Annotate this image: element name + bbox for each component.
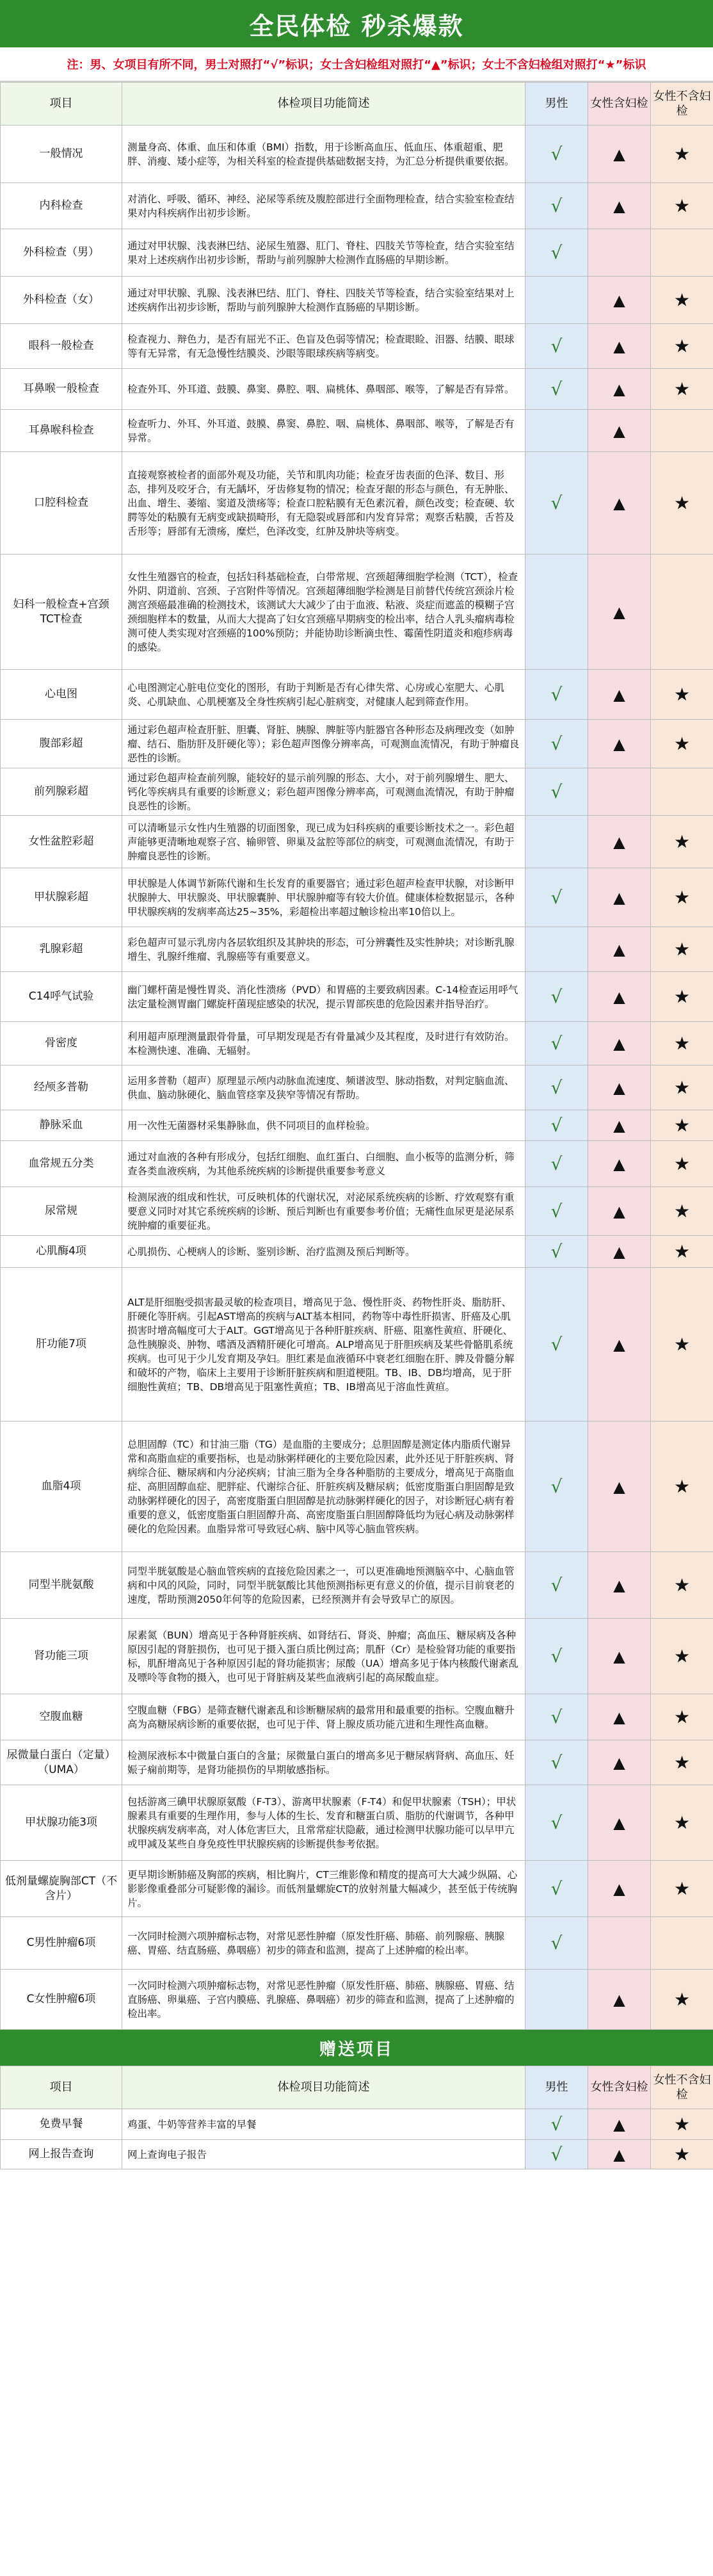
exam-name: 耳鼻喉科检查: [1, 410, 122, 452]
exam-name: 耳鼻喉一般检查: [1, 369, 122, 410]
exam-description: 一次同时检测六项肿瘤标志物，对常见恶性肿瘤（原发性肝癌、肺癌、前列腺癌、胰腺癌、胃癌、结直肠癌、鼻咽癌）初步的筛查和监测，提高了上述肿瘤的检出率。: [122, 1917, 525, 1970]
exam-name: 空腹血糖: [1, 1694, 122, 1740]
female-with-gyn-mark: ▲: [588, 1065, 651, 1110]
male-mark: √: [525, 1785, 588, 1861]
exam-description: 检查听力、外耳、外耳道、鼓膜、鼻窦、鼻腔、咽、扁桃体、鼻咽部、喉等，了解是否有异常。: [122, 410, 525, 452]
exam-name: 尿常规: [1, 1187, 122, 1236]
exam-name: 尿微量白蛋白（定量）（UMA）: [1, 1740, 122, 1785]
male-mark: √: [525, 1110, 588, 1141]
exam-name: 乳腺彩超: [1, 927, 122, 972]
exam-name: 免费早餐: [1, 2109, 122, 2140]
header-female-without-gyn: 女性不含妇检: [651, 83, 713, 126]
male-mark: √: [525, 183, 588, 229]
exam-description: 包括游离三碘甲状腺原氨酸（F-T3）、游离甲状腺素（F-T4）和促甲状腺素（TSH）；甲状腺素具有重要的生理作用，参与人体的生长、发育和糖蛋白质、脂肪的代谢调节，各种甲状腺疾病发病率高，对人体危害巨大，且常常症状隐蔽，通过检测甲状腺功能可以早甲亢或甲减及某些自身免疫性甲状腺疾病的诊断提供参考依据。: [122, 1785, 525, 1861]
female-without-gyn-mark: ★: [651, 452, 713, 555]
female-without-gyn-mark: ★: [651, 324, 713, 369]
table-row: [1, 555, 713, 670]
female-without-gyn-mark: ★: [651, 1187, 713, 1236]
exam-name: 网上报告查询: [1, 2140, 122, 2169]
exam-name: 腹部彩超: [1, 720, 122, 768]
exam-name: 内科检查: [1, 183, 122, 229]
female-with-gyn-mark: ▲: [588, 1619, 651, 1694]
exam-name: 外科检查（男）: [1, 229, 122, 277]
female-with-gyn-mark: ▲: [588, 1785, 651, 1861]
exam-description: 网上查询电子报告: [122, 2140, 525, 2169]
exam-description: ALT是肝细胞受损害最灵敏的检查项目，增高见于急、慢性肝炎、药物性肝炎、脂肪肝、肝硬化等肝病。引起AST增高的疾病与ALT基本相同，药物等中毒性肝损害、肝癌及心肌损害时增高幅度可大于ALT。GGT增高见于各种肝脏疾病、肝癌、阻塞性黄疸、肝硬化、急性胰腺炎、肿物、嗜酒及酒精肝硬化可增高。ALP增高见于肝胆疾病及某些骨骼肌系统疾病。也可见于少儿发育期及孕妇。胆红素是血液循环中衰老红细胞在肝、脾及骨髓分解和破坏的产物，临床上主要用于诊断肝脏疾病和胆道梗阻。TB、IB、DB均增高，见于肝细胞性黄疸；TB、DB增高见于阻塞性黄疸；TB、IB增高见于溶血性黄疸。: [122, 1268, 525, 1422]
female-without-gyn-mark: ★: [651, 1022, 713, 1065]
male-mark: [525, 927, 588, 972]
male-mark: √: [525, 868, 588, 927]
table-row: [1, 1619, 713, 1694]
exam-name: 肝功能7项: [1, 1268, 122, 1422]
female-with-gyn-mark: ▲: [588, 1861, 651, 1917]
male-mark: √: [525, 1422, 588, 1552]
female-with-gyn-mark: ▲: [588, 324, 651, 369]
female-with-gyn-mark: [588, 229, 651, 277]
exam-description: 一次同时检测六项肿瘤标志物，对常见恶性肿瘤（原发性肝癌、肺癌、胰腺癌、胃癌、结直肠癌、卵巢癌、子宫内膜癌、乳腺癌、鼻咽癌）初步的筛查和监测，提高了上述肿瘤的检出率。: [122, 1970, 525, 2030]
female-without-gyn-mark: ★: [651, 1619, 713, 1694]
exam-name: 妇科一般检查+宫颈TCT检查: [1, 555, 122, 670]
male-mark: √: [525, 2109, 588, 2140]
gift-header-female-with-gyn: 女性含妇检: [588, 2066, 651, 2109]
female-with-gyn-mark: ▲: [588, 2140, 651, 2169]
exam-name: 前列腺彩超: [1, 768, 122, 816]
female-with-gyn-mark: ▲: [588, 670, 651, 720]
table-row: [1, 1861, 713, 1917]
gift-row: [1, 2109, 713, 2140]
male-mark: √: [525, 768, 588, 816]
female-without-gyn-mark: ★: [651, 126, 713, 183]
table-row: [1, 1740, 713, 1785]
table-row: [1, 410, 713, 452]
male-mark: √: [525, 229, 588, 277]
female-without-gyn-mark: [651, 768, 713, 816]
exam-description: 通过彩色超声检查肝脏、胆囊、肾脏、胰腺、脾脏等内脏器官各种形态及病理改变（如肿瘤、结石、脂肪肝及肝硬化等）；彩色超声图像分辨率高，可观测血流情况，有助于肿瘤良恶性的诊断。: [122, 720, 525, 768]
header-name: 项目: [1, 83, 122, 126]
female-without-gyn-mark: ★: [651, 868, 713, 927]
header-female-with-gyn: 女性含妇检: [588, 83, 651, 126]
exam-name: 骨密度: [1, 1022, 122, 1065]
female-without-gyn-mark: ★: [651, 1268, 713, 1422]
table-row: [1, 670, 713, 720]
gift-row: [1, 2140, 713, 2169]
female-without-gyn-mark: [651, 229, 713, 277]
female-with-gyn-mark: ▲: [588, 126, 651, 183]
male-mark: [525, 816, 588, 868]
female-without-gyn-mark: ★: [651, 1422, 713, 1552]
female-without-gyn-mark: ★: [651, 720, 713, 768]
exam-description: 利用超声原理测量跟骨骨量，可早期发现是否有骨量减少及其程度，及时进行有效防治。本检测快速、准确、无辐射。: [122, 1022, 525, 1065]
male-mark: √: [525, 452, 588, 555]
female-with-gyn-mark: ▲: [588, 816, 651, 868]
male-mark: [525, 277, 588, 324]
male-mark: √: [525, 1694, 588, 1740]
table-row: [1, 1917, 713, 1970]
male-mark: [525, 410, 588, 452]
female-without-gyn-mark: ★: [651, 972, 713, 1022]
female-with-gyn-mark: ▲: [588, 720, 651, 768]
female-with-gyn-mark: ▲: [588, 452, 651, 555]
exam-table: [0, 82, 713, 2030]
female-without-gyn-mark: ★: [651, 1552, 713, 1619]
exam-description: 心肌损伤、心梗病人的诊断、鉴别诊断、治疗监测及预后判断等。: [122, 1236, 525, 1268]
exam-description: 可以清晰显示女性内生殖器的切面图象，现已成为妇科疾病的重要诊断技术之一。彩色超声能够更清晰地观察子宫、输卵管、卵巢及盆腔等部位的病变，可观测血流情况，有助于肿瘤良恶性的诊断。: [122, 816, 525, 868]
exam-description: 更早期诊断肺癌及胸部的疾病，相比胸片，CT三维影像和精度的提高可大大减少纵隔、心影影像重叠部分可疑影像的漏诊。而低剂量螺旋CT的放射剂量大幅减少，甚至低于传统胸片。: [122, 1861, 525, 1917]
table-row: [1, 1187, 713, 1236]
exam-name: 低剂量螺旋胸部CT（不含片）: [1, 1861, 122, 1917]
table-row: [1, 369, 713, 410]
table-row: [1, 183, 713, 229]
female-with-gyn-mark: ▲: [588, 410, 651, 452]
header-male: 男性: [525, 83, 588, 126]
female-with-gyn-mark: ▲: [588, 1141, 651, 1187]
exam-name: C男性肿瘤6项: [1, 1917, 122, 1970]
exam-name: 眼科一般检查: [1, 324, 122, 369]
table-row: [1, 1141, 713, 1187]
female-with-gyn-mark: ▲: [588, 1022, 651, 1065]
female-with-gyn-mark: [588, 1917, 651, 1970]
gift-header-male: 男性: [525, 2066, 588, 2109]
table-row: [1, 1422, 713, 1552]
exam-description: 彩色超声可显示乳房内各层软组织及其肿块的形态，可分辨囊性及实性肿块；对诊断乳腺增生、乳腺纤维瘤、乳腺癌等有重要意义。: [122, 927, 525, 972]
exam-name: 同型半胱氨酸: [1, 1552, 122, 1619]
table-row: [1, 126, 713, 183]
table-row: [1, 720, 713, 768]
female-with-gyn-mark: ▲: [588, 555, 651, 670]
female-with-gyn-mark: ▲: [588, 277, 651, 324]
exam-description: 通过对血液的各种有形成分，包括红细胞、血红蛋白、白细胞、血小板等的监测分析，筛查各类血液疾病，为其他系统疾病的诊断提供重要参考意义: [122, 1141, 525, 1187]
exam-description: 运用多普勒（超声）原理显示颅内动脉血流速度、频谱波型、脉动指数，对判定脑血流、供血、脑动脉硬化、脑血管痉挛及狭窄等情况有帮助。: [122, 1065, 525, 1110]
exam-description: 用一次性无菌器材采集静脉血，供不同项目的血样检验。: [122, 1110, 525, 1141]
gift-table: [0, 2066, 713, 2169]
exam-name: 经颅多普勒: [1, 1065, 122, 1110]
female-with-gyn-mark: ▲: [588, 1268, 651, 1422]
male-mark: √: [525, 1268, 588, 1422]
female-with-gyn-mark: ▲: [588, 1740, 651, 1785]
exam-description: 检查外耳、外耳道、鼓膜、鼻窦、鼻腔、咽、扁桃体、鼻咽部、喉等，了解是否有异常。: [122, 369, 525, 410]
female-without-gyn-mark: ★: [651, 1065, 713, 1110]
male-mark: [525, 555, 588, 670]
exam-description: 直接观察被检者的面部外观及功能，关节和肌肉功能；检查牙齿表面的色泽、数目、形态，排列及咬牙合，有无龋坏，牙齿修复物的情况；检查牙龈的形态与颜色，有无肿胀、出血、增生、萎缩、窦道及溃疡等；检查口腔粘膜有无色素沉着，颜色改变；检查硬、软腭等处的粘膜有无病变或缺损畸形，有无隐裂或唇部和内发育异常；观察舌粘膜，舌苔及舌形等；唇部有无溃疡，糜烂，色泽改变，红肿及肿块等病变。: [122, 452, 525, 555]
male-mark: √: [525, 1552, 588, 1619]
table-row: [1, 972, 713, 1022]
exam-description: 尿素氮（BUN）增高见于各种肾脏疾病、如肾结石、肾炎、肿瘤；高血压、糖尿病及各种原因引起的肾脏损伤，也可见于摄入蛋白质比例过高；肌酐（Cr）是检验肾功能的重要指标，肌酐增高见于各种原因引起的肾功能损害；尿酸（UA）增高多见于体内核酸代谢紊乱及嘌呤等食物的摄入，也可见于肾脏病及某些血液病引起的高尿酸血症。: [122, 1619, 525, 1694]
female-without-gyn-mark: ★: [651, 2109, 713, 2140]
table-row: [1, 868, 713, 927]
male-mark: √: [525, 1022, 588, 1065]
female-with-gyn-mark: ▲: [588, 1970, 651, 2030]
male-mark: √: [525, 369, 588, 410]
male-mark: √: [525, 1187, 588, 1236]
female-with-gyn-mark: ▲: [588, 369, 651, 410]
male-mark: √: [525, 1917, 588, 1970]
female-without-gyn-mark: ★: [651, 1694, 713, 1740]
exam-name: C女性肿瘤6项: [1, 1970, 122, 2030]
table-row: [1, 324, 713, 369]
exam-description: 检测尿液的组成和性状，可反映机体的代谢状况，对泌尿系统疾病的诊断、疗效观察有重要意义同时对其它系统疾病的诊断、预后判断也有重要参考价值；无痛性血尿更是泌尿系统肿瘤的重要征兆。: [122, 1187, 525, 1236]
exam-name: 口腔科检查: [1, 452, 122, 555]
female-without-gyn-mark: [651, 1917, 713, 1970]
male-mark: √: [525, 324, 588, 369]
exam-description: 检查视力、辩色力，是否有屈光不正、色盲及色弱等情况；检查眼睑、泪器、结膜、眼球等有无异常，有无急慢性结膜炎、沙眼等眼球疾病等病变。: [122, 324, 525, 369]
exam-table-body: [1, 126, 713, 2030]
female-with-gyn-mark: ▲: [588, 1236, 651, 1268]
male-mark: √: [525, 670, 588, 720]
exam-description: 鸡蛋、牛奶等营养丰富的早餐: [122, 2109, 525, 2140]
male-mark: √: [525, 1740, 588, 1785]
exam-description: 心电图测定心脏电位变化的图形，有助于判断是否有心律失常、心房或心室肥大、心肌炎、心肌缺血、心肌梗塞及全身性疾病引起心脏病变，对健康人起到筛查作用。: [122, 670, 525, 720]
female-with-gyn-mark: ▲: [588, 972, 651, 1022]
exam-description: 总胆固醇（TC）和甘油三脂（TG）是血脂的主要成分；总胆固醇是测定体内脂质代谢异常和高脂血症的重要指标，也是动脉粥样硬化的主要危险因素，此外还见于肝脏疾病、肾病综合征、糖尿病和内分泌疾病；甘油三脂为全身各种脂肪的主要成分，增高见于高脂血症、高胆固醇血症、肥胖症、代谢综合征、肝脏疾病及糖尿病；低密度脂蛋白胆固醇是致动脉粥样硬化的因子，高密度脂蛋白胆固醇是抗动脉粥样硬化的因子，对诊断冠心病有着重要的意义，低密度脂蛋白胆固醇升高、高密度脂蛋白胆固醇降低均为冠心病及动脉粥样硬化的危险因素。血脂异常可导致冠心病、脑中风等心脑血管疾病。: [122, 1422, 525, 1552]
male-mark: √: [525, 1141, 588, 1187]
gift-table-body: [1, 2109, 713, 2169]
exam-name: 心电图: [1, 670, 122, 720]
female-with-gyn-mark: ▲: [588, 1110, 651, 1141]
exam-description: 同型半胱氨酸是心脑血管疾病的直接危险因素之一，可以更准确地预测脑卒中、心脑血管病和中风的风险，同时，同型半胱氨酸比其他预测指标更有意义的价值，提示目前衰老的速度，帮助预测2050年何等的危险因素，已经预测并有会导致早亡的原因。: [122, 1552, 525, 1619]
table-row: [1, 1022, 713, 1065]
female-without-gyn-mark: ★: [651, 927, 713, 972]
male-mark: [525, 1970, 588, 2030]
female-with-gyn-mark: ▲: [588, 927, 651, 972]
male-mark: √: [525, 972, 588, 1022]
exam-name: 血常规五分类: [1, 1141, 122, 1187]
exam-description: 幽门螺杆菌是慢性胃炎、消化性溃疡（PVD）和胃癌的主要致病因素。C-14检查运用呼气法定量检测胃幽门螺旋杆菌现症感染的状况，提示胃部疾患的危险因素并指导治疗。: [122, 972, 525, 1022]
female-with-gyn-mark: ▲: [588, 183, 651, 229]
female-without-gyn-mark: ★: [651, 277, 713, 324]
female-without-gyn-mark: ★: [651, 1141, 713, 1187]
female-without-gyn-mark: ★: [651, 1236, 713, 1268]
exam-description: 通过对甲状腺、乳腺、浅表淋巴结、肛门、脊柱、四肢关节等检查，结合实验室结果对上述疾病作出初步诊断，帮助与前列腺肿大检测作直肠癌的早期诊断。: [122, 277, 525, 324]
female-without-gyn-mark: ★: [651, 1861, 713, 1917]
exam-name: 心肌酶4项: [1, 1236, 122, 1268]
exam-name: 甲状腺功能3项: [1, 1785, 122, 1861]
female-without-gyn-mark: ★: [651, 1970, 713, 2030]
female-without-gyn-mark: ★: [651, 183, 713, 229]
gift-header-row: [1, 2066, 713, 2109]
exam-name: 静脉采血: [1, 1110, 122, 1141]
table-row: [1, 1785, 713, 1861]
female-without-gyn-mark: [651, 555, 713, 670]
table-row: [1, 1268, 713, 1422]
gift-header-female-without-gyn: 女性不含妇检: [651, 2066, 713, 2109]
table-row: [1, 1110, 713, 1141]
female-without-gyn-mark: ★: [651, 1785, 713, 1861]
table-row: [1, 452, 713, 555]
female-without-gyn-mark: ★: [651, 670, 713, 720]
female-with-gyn-mark: ▲: [588, 1694, 651, 1740]
table-row: [1, 1552, 713, 1619]
table-row: [1, 768, 713, 816]
exam-description: 通过对甲状腺、浅表淋巴结、泌尿生殖器、肛门、脊柱、四肢关节等检查，结合实验室结果对上述疾病作出初步诊断，帮助与前列腺肿大检测作直肠癌的早期诊断。: [122, 229, 525, 277]
table-header-row: [1, 83, 713, 126]
male-mark: √: [525, 2140, 588, 2169]
table-row: [1, 1694, 713, 1740]
page-title: 全民体检 秒杀爆款: [0, 0, 713, 47]
exam-name: 甲状腺彩超: [1, 868, 122, 927]
exam-description: 空腹血糖（FBG）是筛查糖代谢紊乱和诊断糖尿病的最常用和最重要的指标。空腹血糖升高为高糖尿病诊断的重要依据，也可见于伴、肾上腺皮质功能亢进和生理性高血糖。: [122, 1694, 525, 1740]
header-desc: 体检项目功能简述: [122, 83, 525, 126]
exam-name: 血脂4项: [1, 1422, 122, 1552]
exam-name: 肾功能三项: [1, 1619, 122, 1694]
table-row: [1, 1236, 713, 1268]
table-row: [1, 927, 713, 972]
female-without-gyn-mark: [651, 410, 713, 452]
female-without-gyn-mark: ★: [651, 1110, 713, 1141]
female-with-gyn-mark: ▲: [588, 2109, 651, 2140]
female-with-gyn-mark: [588, 768, 651, 816]
female-without-gyn-mark: ★: [651, 2140, 713, 2169]
exam-description: 测量身高、体重、血压和体重（BMI）指数，用于诊断高血压、低血压、体重超重、肥胖、消瘦、矮小症等，为相关科室的检查提供基础数据支持，为汇总分析提供重要依据。: [122, 126, 525, 183]
male-mark: √: [525, 720, 588, 768]
exam-name: 女性盆腔彩超: [1, 816, 122, 868]
table-row: [1, 816, 713, 868]
table-row: [1, 1970, 713, 2030]
table-row: [1, 1065, 713, 1110]
exam-description: 检测尿液标本中微量白蛋白的含量；尿微量白蛋白的增高多见于糖尿病肾病、高血压、妊娠子痫前期等，是肾功能损伤的早期敏感指标。: [122, 1740, 525, 1785]
table-row: [1, 277, 713, 324]
exam-description: 甲状腺是人体调节新陈代谢和生长发育的重要器官；通过彩色超声检查甲状腺，对诊断甲状腺肿大、甲状腺炎、甲状腺囊肿、甲状腺肿瘤等有较大价值。健康体检数据显示，各种甲状腺疾病的发病率高达25~35%，彩超检出率超过触诊检出率10倍以上。: [122, 868, 525, 927]
gift-header-desc: 体检项目功能简述: [122, 2066, 525, 2109]
table-row: [1, 229, 713, 277]
male-mark: √: [525, 126, 588, 183]
exam-name: 外科检查（女）: [1, 277, 122, 324]
female-without-gyn-mark: ★: [651, 816, 713, 868]
male-mark: √: [525, 1236, 588, 1268]
male-mark: √: [525, 1619, 588, 1694]
exam-description: 女性生殖器官的检查，包括妇科基础检查，白带常规、宫颈超薄细胞学检测（TCT），检查外阴、阴道前、宫颈、子宫附件等情况。宫颈超薄细胞学检测是目前替代传统宫颈涂片检测宫颈癌最准确的检测技术，该测试大大减少了由于血液、粘液、炎症而遮盖的模糊子宫颈细胞样本的数量，从而大大提高了妇女宫颈癌早期病变的检出率，结合人乳头瘤病毒检测可使人类实现对宫颈癌的100%预防；并能协助诊断滴虫性、霉菌性阴道炎和疱疹病毒的感染。: [122, 555, 525, 670]
male-mark: √: [525, 1861, 588, 1917]
notice-text: 注：男、女项目有所不同，男士对照打“√”标识；女士含妇检组对照打“▲”标识；女士不含妇检组对照打“★”标识: [0, 47, 713, 82]
female-with-gyn-mark: ▲: [588, 1422, 651, 1552]
female-with-gyn-mark: ▲: [588, 1552, 651, 1619]
female-without-gyn-mark: ★: [651, 1740, 713, 1785]
exam-name: 一般情况: [1, 126, 122, 183]
exam-description: 通过彩色超声检查前列腺，能较好的显示前列腺的形态、大小，对于前列腺增生、肥大、钙化等疾病具有重要的诊断意义；彩色超声图像分辨率高，可观测血流情况，有助于肿瘤良恶性的诊断。: [122, 768, 525, 816]
exam-name: C14呼气试验: [1, 972, 122, 1022]
male-mark: √: [525, 1065, 588, 1110]
gift-section-title: 赠送项目: [0, 2030, 713, 2066]
female-with-gyn-mark: ▲: [588, 1187, 651, 1236]
exam-description: 对消化、呼吸、循环、神经、泌尿等系统及腹腔部进行全面物理检查，结合实验室检查结果对内科疾病作出初步诊断。: [122, 183, 525, 229]
female-without-gyn-mark: ★: [651, 369, 713, 410]
gift-header-name: 项目: [1, 2066, 122, 2109]
female-with-gyn-mark: ▲: [588, 868, 651, 927]
